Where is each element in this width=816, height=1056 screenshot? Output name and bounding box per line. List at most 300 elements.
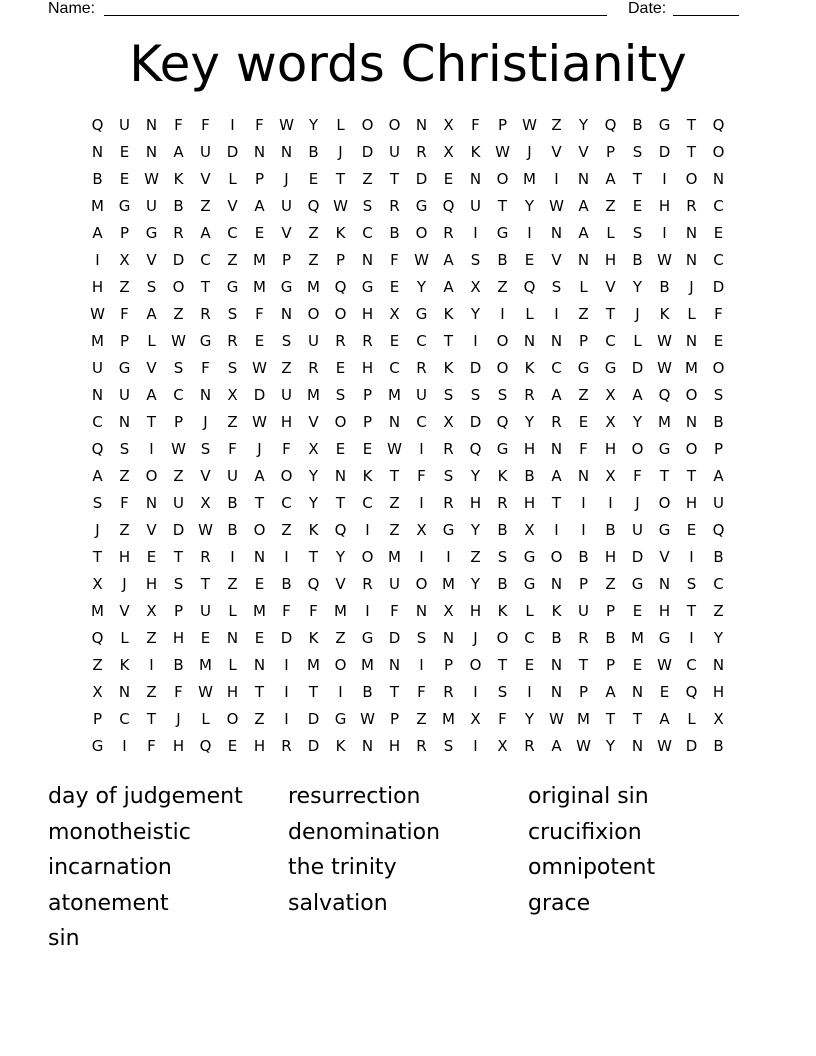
grid-letter[interactable]: Y xyxy=(470,575,481,593)
grid-letter[interactable]: D xyxy=(415,170,428,188)
grid-letter[interactable]: R xyxy=(281,737,292,755)
grid-letter[interactable]: U xyxy=(92,359,103,377)
grid-letter[interactable]: E xyxy=(146,548,157,566)
grid-letter[interactable]: S xyxy=(497,386,508,404)
grid-letter[interactable]: G xyxy=(658,440,671,458)
grid-letter[interactable]: X xyxy=(92,575,103,593)
grid-letter[interactable]: H xyxy=(388,737,401,755)
grid-letter[interactable]: W xyxy=(198,683,213,701)
grid-letter[interactable]: K xyxy=(173,170,184,188)
grid-letter[interactable]: Y xyxy=(308,467,319,485)
grid-letter[interactable]: C xyxy=(119,710,130,728)
grid-letter[interactable]: T xyxy=(659,467,670,485)
grid-letter[interactable]: P xyxy=(173,413,184,431)
grid-letter[interactable]: R xyxy=(443,440,454,458)
grid-letter[interactable]: C xyxy=(92,413,103,431)
grid-letter[interactable]: O xyxy=(712,143,725,161)
grid-letter[interactable]: I xyxy=(284,710,289,728)
grid-letter[interactable]: H xyxy=(91,278,104,296)
grid-letter[interactable]: P xyxy=(92,710,103,728)
grid-letter[interactable]: N xyxy=(91,386,104,404)
grid-letter[interactable]: V xyxy=(227,197,238,215)
grid-letter[interactable]: S xyxy=(551,278,562,296)
grid-letter[interactable]: T xyxy=(173,548,184,566)
grid-letter[interactable]: H xyxy=(469,494,482,512)
grid-letter[interactable]: N xyxy=(334,467,347,485)
grid-letter[interactable]: V xyxy=(200,467,211,485)
grid-letter[interactable]: P xyxy=(605,143,616,161)
grid-letter[interactable]: L xyxy=(606,224,615,242)
grid-letter[interactable]: B xyxy=(578,548,589,566)
grid-letter[interactable]: I xyxy=(149,656,154,674)
grid-letter[interactable]: H xyxy=(361,305,374,323)
grid-letter[interactable]: O xyxy=(253,521,266,539)
grid-letter[interactable]: R xyxy=(443,683,454,701)
grid-letter[interactable]: M xyxy=(388,386,401,404)
grid-letter[interactable]: X xyxy=(416,521,427,539)
grid-letter[interactable]: K xyxy=(335,224,346,242)
grid-letter[interactable]: M xyxy=(388,548,401,566)
grid-letter[interactable]: E xyxy=(632,656,643,674)
grid-letter[interactable]: F xyxy=(579,440,588,458)
grid-letter[interactable]: Z xyxy=(551,116,562,134)
grid-letter[interactable]: Q xyxy=(712,116,725,134)
grid-letter[interactable]: N xyxy=(712,656,725,674)
grid-letter[interactable]: U xyxy=(416,386,427,404)
grid-letter[interactable]: F xyxy=(201,116,210,134)
grid-letter[interactable]: I xyxy=(419,440,424,458)
grid-letter[interactable]: A xyxy=(605,170,616,188)
grid-letter[interactable]: F xyxy=(498,710,507,728)
grid-letter[interactable]: D xyxy=(388,629,401,647)
grid-letter[interactable]: T xyxy=(632,170,643,188)
grid-letter[interactable]: K xyxy=(362,467,373,485)
grid-letter[interactable]: W xyxy=(657,359,672,377)
grid-letter[interactable]: S xyxy=(146,278,157,296)
grid-letter[interactable]: S xyxy=(497,683,508,701)
grid-letter[interactable]: D xyxy=(658,143,671,161)
grid-letter[interactable]: N xyxy=(550,575,563,593)
grid-letter[interactable]: F xyxy=(282,440,291,458)
grid-letter[interactable]: U xyxy=(632,521,643,539)
grid-letter[interactable]: Q xyxy=(712,521,725,539)
grid-letter[interactable]: O xyxy=(388,116,401,134)
grid-letter[interactable]: S xyxy=(497,548,508,566)
grid-letter[interactable]: L xyxy=(633,332,642,350)
grid-letter[interactable]: T xyxy=(146,413,157,431)
grid-letter[interactable]: N xyxy=(145,116,158,134)
grid-letter[interactable]: M xyxy=(253,602,266,620)
grid-letter[interactable]: E xyxy=(686,521,697,539)
grid-letter[interactable]: D xyxy=(172,251,185,269)
grid-letter[interactable]: N xyxy=(577,251,590,269)
grid-letter[interactable]: I xyxy=(122,737,127,755)
grid-letter[interactable]: F xyxy=(120,305,129,323)
grid-letter[interactable]: S xyxy=(173,359,184,377)
grid-letter[interactable]: I xyxy=(446,548,451,566)
grid-letter[interactable]: A xyxy=(92,467,103,485)
grid-letter[interactable]: R xyxy=(524,386,535,404)
grid-letter[interactable]: N xyxy=(523,332,536,350)
grid-letter[interactable]: X xyxy=(524,521,535,539)
grid-letter[interactable]: O xyxy=(658,494,671,512)
grid-letter[interactable]: I xyxy=(662,224,667,242)
grid-letter[interactable]: U xyxy=(281,197,292,215)
grid-letter[interactable]: X xyxy=(119,251,130,269)
grid-letter[interactable]: O xyxy=(334,305,347,323)
grid-letter[interactable]: V xyxy=(119,602,130,620)
grid-letter[interactable]: U xyxy=(281,386,292,404)
grid-letter[interactable]: N xyxy=(442,629,455,647)
grid-letter[interactable]: H xyxy=(685,494,698,512)
grid-letter[interactable]: R xyxy=(551,413,562,431)
grid-letter[interactable]: O xyxy=(496,170,509,188)
grid-letter[interactable]: G xyxy=(631,575,644,593)
grid-letter[interactable]: G xyxy=(658,629,671,647)
grid-letter[interactable]: Y xyxy=(713,629,724,647)
grid-letter[interactable]: L xyxy=(201,710,210,728)
grid-letter[interactable]: F xyxy=(390,251,399,269)
grid-letter[interactable]: O xyxy=(712,359,725,377)
grid-letter[interactable]: Z xyxy=(308,224,319,242)
grid-letter[interactable]: O xyxy=(172,278,185,296)
grid-letter[interactable]: Q xyxy=(91,440,104,458)
grid-letter[interactable]: B xyxy=(227,521,238,539)
grid-letter[interactable]: M xyxy=(253,251,266,269)
grid-letter[interactable]: G xyxy=(415,197,428,215)
grid-letter[interactable]: O xyxy=(415,575,428,593)
grid-letter[interactable]: D xyxy=(226,143,239,161)
grid-letter[interactable]: A xyxy=(713,467,724,485)
grid-letter[interactable]: Z xyxy=(254,710,265,728)
grid-letter[interactable]: S xyxy=(119,440,130,458)
grid-letter[interactable]: X xyxy=(443,116,454,134)
grid-letter[interactable]: E xyxy=(254,629,265,647)
grid-letter[interactable]: T xyxy=(335,170,346,188)
grid-letter[interactable]: N xyxy=(469,170,482,188)
grid-letter[interactable]: N xyxy=(685,413,698,431)
grid-letter[interactable]: F xyxy=(282,602,291,620)
grid-letter[interactable]: G xyxy=(523,575,536,593)
grid-letter[interactable]: U xyxy=(173,494,184,512)
grid-letter[interactable]: W xyxy=(144,170,159,188)
grid-letter[interactable]: V xyxy=(551,251,562,269)
grid-letter[interactable]: I xyxy=(473,737,478,755)
grid-letter[interactable]: A xyxy=(443,278,454,296)
grid-letter[interactable]: E xyxy=(200,629,211,647)
grid-letter[interactable]: V xyxy=(146,251,157,269)
grid-letter[interactable]: H xyxy=(523,440,536,458)
grid-letter[interactable]: M xyxy=(91,602,104,620)
grid-letter[interactable]: X xyxy=(605,413,616,431)
grid-letter[interactable]: R xyxy=(416,737,427,755)
grid-letter[interactable]: D xyxy=(307,710,320,728)
grid-letter[interactable]: I xyxy=(95,251,100,269)
grid-letter[interactable]: O xyxy=(496,332,509,350)
grid-letter[interactable]: E xyxy=(524,656,535,674)
grid-letter[interactable]: I xyxy=(689,548,694,566)
grid-letter[interactable]: B xyxy=(605,629,616,647)
grid-letter[interactable]: I xyxy=(419,656,424,674)
grid-letter[interactable]: I xyxy=(689,629,694,647)
grid-letter[interactable]: J xyxy=(95,521,100,539)
grid-letter[interactable]: Y xyxy=(524,413,535,431)
grid-letter[interactable]: E xyxy=(632,602,643,620)
grid-letter[interactable]: W xyxy=(522,116,537,134)
grid-letter[interactable]: C xyxy=(686,656,697,674)
grid-letter[interactable]: U xyxy=(578,602,589,620)
grid-letter[interactable]: W xyxy=(657,737,672,755)
grid-letter[interactable]: M xyxy=(91,197,104,215)
grid-letter[interactable]: P xyxy=(362,413,373,431)
grid-letter[interactable]: E xyxy=(713,224,724,242)
grid-letter[interactable]: S xyxy=(362,197,373,215)
grid-letter[interactable]: E xyxy=(254,332,265,350)
grid-letter[interactable]: A xyxy=(551,386,562,404)
grid-letter[interactable]: P xyxy=(119,332,130,350)
grid-letter[interactable]: G xyxy=(442,521,455,539)
grid-letter[interactable]: Z xyxy=(146,629,157,647)
grid-letter[interactable]: T xyxy=(632,710,643,728)
grid-letter[interactable]: C xyxy=(416,332,427,350)
grid-letter[interactable]: W xyxy=(252,359,267,377)
grid-letter[interactable]: Z xyxy=(200,197,211,215)
grid-letter[interactable]: E xyxy=(254,224,265,242)
grid-letter[interactable]: G xyxy=(118,197,131,215)
grid-letter[interactable]: A xyxy=(578,224,589,242)
grid-letter[interactable]: J xyxy=(122,575,127,593)
grid-letter[interactable]: E xyxy=(632,197,643,215)
grid-letter[interactable]: K xyxy=(443,359,454,377)
grid-letter[interactable]: Z xyxy=(470,548,481,566)
grid-letter[interactable]: O xyxy=(496,629,509,647)
grid-letter[interactable]: Y xyxy=(632,413,643,431)
grid-letter[interactable]: Y xyxy=(632,278,643,296)
grid-letter[interactable]: B xyxy=(632,251,643,269)
grid-letter[interactable]: C xyxy=(416,413,427,431)
grid-letter[interactable]: G xyxy=(145,224,158,242)
grid-letter[interactable]: I xyxy=(365,602,370,620)
grid-letter[interactable]: T xyxy=(146,710,157,728)
grid-letter[interactable]: G xyxy=(658,116,671,134)
grid-letter[interactable]: N xyxy=(91,143,104,161)
grid-letter[interactable]: J xyxy=(635,305,640,323)
grid-letter[interactable]: E xyxy=(308,170,319,188)
grid-letter[interactable]: E xyxy=(659,683,670,701)
grid-letter[interactable]: B xyxy=(605,521,616,539)
grid-letter[interactable]: B xyxy=(92,170,103,188)
grid-letter[interactable]: L xyxy=(336,116,345,134)
grid-letter[interactable]: Q xyxy=(604,116,617,134)
grid-letter[interactable]: W xyxy=(657,332,672,350)
grid-letter[interactable]: K xyxy=(443,305,454,323)
grid-letter[interactable]: N xyxy=(712,170,725,188)
grid-letter[interactable]: Q xyxy=(496,413,509,431)
grid-letter[interactable]: R xyxy=(362,575,373,593)
grid-letter[interactable]: Z xyxy=(605,575,616,593)
grid-letter[interactable]: F xyxy=(147,737,156,755)
grid-letter[interactable]: H xyxy=(226,683,239,701)
grid-letter[interactable]: B xyxy=(497,521,508,539)
grid-letter[interactable]: W xyxy=(549,197,564,215)
grid-letter[interactable]: J xyxy=(635,494,640,512)
grid-letter[interactable]: V xyxy=(578,143,589,161)
grid-letter[interactable]: P xyxy=(173,602,184,620)
grid-letter[interactable]: S xyxy=(92,494,103,512)
grid-letter[interactable]: O xyxy=(415,224,428,242)
grid-letter[interactable]: N xyxy=(253,656,266,674)
grid-letter[interactable]: U xyxy=(119,386,130,404)
grid-letter[interactable]: G xyxy=(361,278,374,296)
grid-letter[interactable]: R xyxy=(578,629,589,647)
grid-letter[interactable]: N xyxy=(199,386,212,404)
grid-letter[interactable]: I xyxy=(473,224,478,242)
grid-letter[interactable]: Z xyxy=(173,467,184,485)
grid-letter[interactable]: Z xyxy=(578,305,589,323)
grid-letter[interactable]: I xyxy=(581,521,586,539)
name-field[interactable] xyxy=(104,0,607,16)
grid-letter[interactable]: J xyxy=(338,143,343,161)
grid-letter[interactable]: B xyxy=(362,683,373,701)
grid-letter[interactable]: Q xyxy=(91,116,104,134)
grid-letter[interactable]: O xyxy=(496,359,509,377)
grid-letter[interactable]: I xyxy=(662,170,667,188)
grid-letter[interactable]: O xyxy=(307,305,320,323)
grid-letter[interactable]: A xyxy=(605,683,616,701)
grid-letter[interactable]: I xyxy=(284,683,289,701)
grid-letter[interactable]: Q xyxy=(334,278,347,296)
grid-letter[interactable]: Z xyxy=(227,575,238,593)
grid-letter[interactable]: T xyxy=(605,710,616,728)
grid-letter[interactable]: J xyxy=(203,413,208,431)
grid-letter[interactable]: N xyxy=(388,656,401,674)
grid-letter[interactable]: S xyxy=(443,737,454,755)
grid-letter[interactable]: G xyxy=(334,710,347,728)
grid-letter[interactable]: F xyxy=(471,116,480,134)
grid-letter[interactable]: N xyxy=(415,602,428,620)
grid-letter[interactable]: N xyxy=(685,224,698,242)
grid-letter[interactable]: Z xyxy=(335,629,346,647)
grid-letter[interactable]: H xyxy=(172,737,185,755)
grid-letter[interactable]: W xyxy=(387,440,402,458)
grid-letter[interactable]: Z xyxy=(362,170,373,188)
grid-letter[interactable]: B xyxy=(308,143,319,161)
grid-letter[interactable]: T xyxy=(389,683,400,701)
grid-letter[interactable]: D xyxy=(361,143,374,161)
grid-letter[interactable]: S xyxy=(443,386,454,404)
grid-letter[interactable]: T xyxy=(497,656,508,674)
grid-letter[interactable]: K xyxy=(308,521,319,539)
grid-letter[interactable]: K xyxy=(470,143,481,161)
grid-letter[interactable]: K xyxy=(497,602,508,620)
grid-letter[interactable]: P xyxy=(578,575,589,593)
grid-letter[interactable]: E xyxy=(335,359,346,377)
grid-letter[interactable]: K xyxy=(524,359,535,377)
grid-letter[interactable]: S xyxy=(173,575,184,593)
grid-letter[interactable]: H xyxy=(604,440,617,458)
grid-letter[interactable]: P xyxy=(119,224,130,242)
grid-letter[interactable]: T xyxy=(200,278,211,296)
grid-letter[interactable]: C xyxy=(713,575,724,593)
grid-letter[interactable]: I xyxy=(500,305,505,323)
grid-letter[interactable]: A xyxy=(254,197,265,215)
grid-letter[interactable]: B xyxy=(713,413,724,431)
grid-letter[interactable]: I xyxy=(554,170,559,188)
grid-letter[interactable]: N xyxy=(361,251,374,269)
grid-letter[interactable]: I xyxy=(284,656,289,674)
grid-letter[interactable]: X xyxy=(200,494,211,512)
grid-letter[interactable]: I xyxy=(473,683,478,701)
grid-letter[interactable]: D xyxy=(253,386,266,404)
grid-letter[interactable]: I xyxy=(554,305,559,323)
grid-letter[interactable]: V xyxy=(659,548,670,566)
grid-letter[interactable]: X xyxy=(389,305,400,323)
grid-letter[interactable]: H xyxy=(253,737,266,755)
grid-letter[interactable]: D xyxy=(469,413,482,431)
grid-letter[interactable]: Z xyxy=(578,386,589,404)
grid-letter[interactable]: X xyxy=(443,413,454,431)
grid-letter[interactable]: N xyxy=(145,494,158,512)
grid-letter[interactable]: M xyxy=(307,386,320,404)
grid-letter[interactable]: A xyxy=(200,224,211,242)
grid-letter[interactable]: G xyxy=(577,359,590,377)
grid-letter[interactable]: Z xyxy=(92,656,103,674)
grid-letter[interactable]: U xyxy=(146,197,157,215)
grid-letter[interactable]: W xyxy=(171,440,186,458)
grid-letter[interactable]: M xyxy=(334,602,347,620)
grid-letter[interactable]: F xyxy=(255,116,264,134)
grid-letter[interactable]: R xyxy=(524,737,535,755)
grid-letter[interactable]: I xyxy=(230,548,235,566)
grid-letter[interactable]: M xyxy=(91,332,104,350)
grid-letter[interactable]: C xyxy=(227,224,238,242)
grid-letter[interactable]: L xyxy=(228,656,237,674)
grid-letter[interactable]: P xyxy=(362,386,373,404)
grid-letter[interactable]: B xyxy=(497,251,508,269)
grid-letter[interactable]: Q xyxy=(658,386,671,404)
grid-letter[interactable]: A xyxy=(443,251,454,269)
grid-letter[interactable]: K xyxy=(659,305,670,323)
grid-letter[interactable]: X xyxy=(470,278,481,296)
grid-letter[interactable]: G xyxy=(415,305,428,323)
grid-letter[interactable]: F xyxy=(390,602,399,620)
grid-letter[interactable]: G xyxy=(91,737,104,755)
grid-letter[interactable]: V xyxy=(551,143,562,161)
grid-letter[interactable]: G xyxy=(280,278,293,296)
grid-letter[interactable]: K xyxy=(308,629,319,647)
grid-letter[interactable]: I xyxy=(473,332,478,350)
grid-letter[interactable]: B xyxy=(713,737,724,755)
grid-letter[interactable]: Z xyxy=(605,197,616,215)
grid-letter[interactable]: H xyxy=(658,197,671,215)
grid-letter[interactable]: S xyxy=(632,143,643,161)
grid-letter[interactable]: X xyxy=(227,386,238,404)
grid-letter[interactable]: M xyxy=(253,278,266,296)
grid-letter[interactable]: E xyxy=(524,251,535,269)
grid-letter[interactable]: N xyxy=(685,332,698,350)
grid-letter[interactable]: G xyxy=(199,332,212,350)
grid-letter[interactable]: T xyxy=(389,170,400,188)
grid-letter[interactable]: D xyxy=(307,737,320,755)
grid-letter[interactable]: Y xyxy=(416,278,427,296)
grid-letter[interactable]: Q xyxy=(523,278,536,296)
grid-letter[interactable]: O xyxy=(550,548,563,566)
grid-letter[interactable]: Z xyxy=(173,305,184,323)
grid-letter[interactable]: C xyxy=(173,386,184,404)
grid-letter[interactable]: N xyxy=(226,629,239,647)
grid-letter[interactable]: Q xyxy=(442,197,455,215)
grid-letter[interactable]: J xyxy=(473,629,478,647)
